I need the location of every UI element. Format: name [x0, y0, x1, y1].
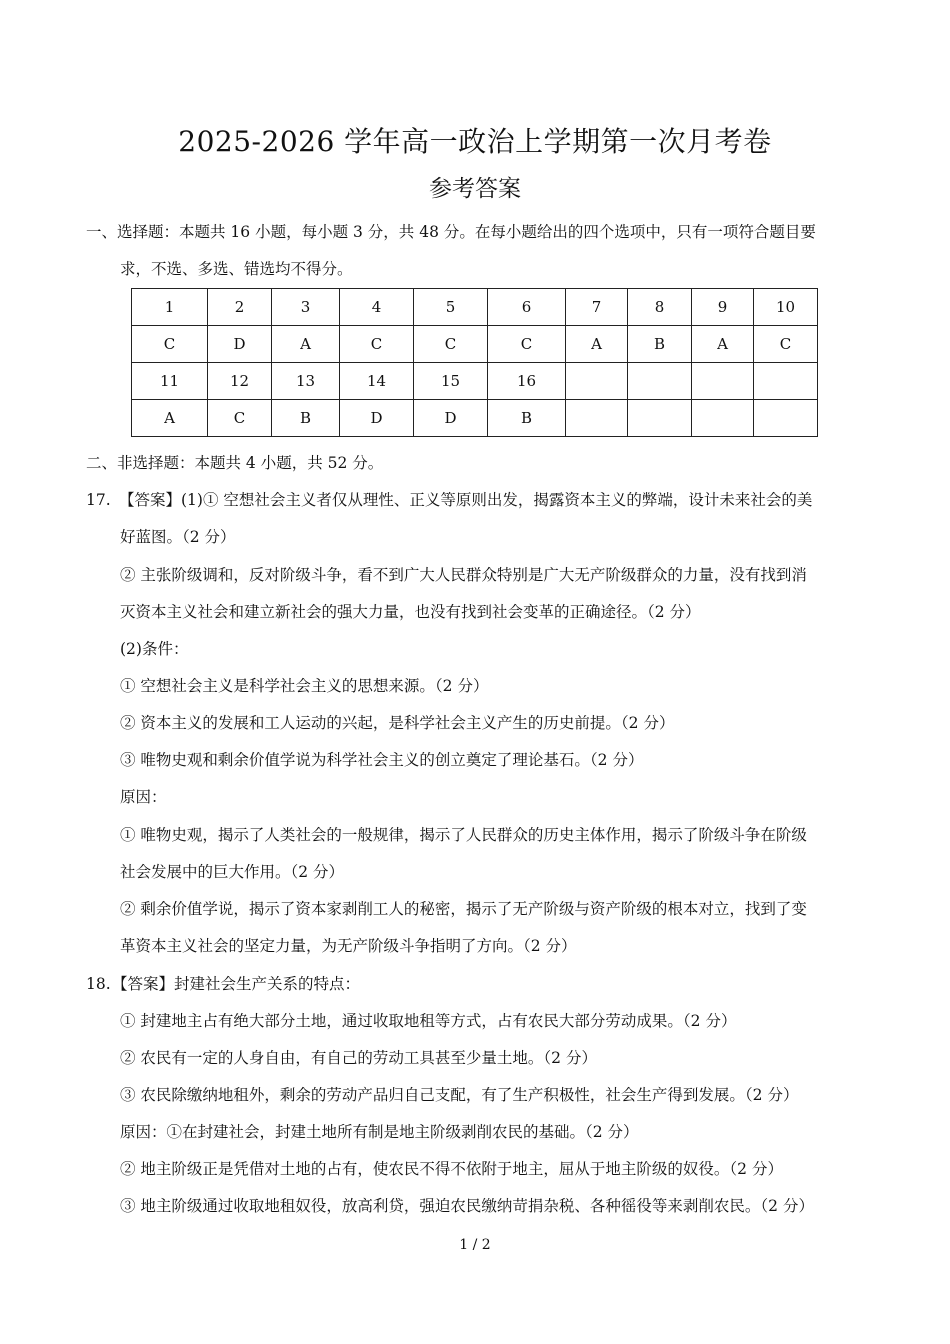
answer-table-row — [132, 400, 818, 437]
page-subtitle: 参考答案 — [429, 176, 521, 202]
q17-answer-line: 灭资本主义社会和建立新社会的强大力量，也没有找到社会变革的正确途径。（2 分） — [120, 603, 701, 621]
section1-instruction-line1: 一、选择题：本题共 16 小题，每小题 3 分，共 48 分。在每小题给出的四个选项中，只有一项符合题目要 — [86, 223, 816, 241]
answer-table-cell: 10 — [754, 289, 818, 326]
answer-table-cell: C — [754, 326, 818, 363]
answer-table-cell: 7 — [566, 289, 628, 326]
answer-table-cell: 6 — [488, 289, 566, 326]
q17-answer-line: 原因： — [120, 788, 167, 806]
answer-table-cell: 14 — [340, 363, 414, 400]
answer-table-cell: B — [272, 400, 340, 437]
q18-answer-line: 【答案】封建社会生产关系的特点： — [112, 975, 361, 993]
answer-table-cell: D — [414, 400, 488, 437]
answer-table-row — [132, 326, 818, 363]
q18-answer-line: 原因：①在封建社会，封建土地所有制是地主阶级剥削农民的基础。（2 分） — [120, 1123, 639, 1141]
answer-table-cell: 9 — [692, 289, 754, 326]
q17-answer-line: ① 空想社会主义是科学社会主义的思想来源。（2 分） — [120, 677, 489, 695]
answer-table-cell — [754, 363, 818, 400]
q18-answer-line: ① 封建地主占有绝大部分土地，通过收取地租等方式，占有农民大部分劳动成果。（2 分） — [120, 1012, 737, 1030]
q17-answer-line: ② 资本主义的发展和工人运动的兴起，是科学社会主义产生的历史前提。（2 分） — [120, 714, 675, 732]
answer-table-row — [132, 289, 818, 326]
q17-answer-line: 好蓝图。（2 分） — [120, 528, 236, 546]
answer-table-cell: A — [566, 326, 628, 363]
answer-table-cell: 4 — [340, 289, 414, 326]
answer-table-cell: C — [208, 400, 272, 437]
answer-table-cell: A — [272, 326, 340, 363]
answer-table-cell — [566, 400, 628, 437]
answer-table-cell: D — [208, 326, 272, 363]
q17-answer-line: ① 唯物史观，揭示了人类社会的一般规律，揭示了人民群众的历史主体作用，揭示了阶级斗争在阶级 — [120, 826, 807, 844]
question-18-number: 18. — [86, 975, 111, 993]
answer-table-cell: 16 — [488, 363, 566, 400]
answer-table-cell: 13 — [272, 363, 340, 400]
q18-answer-line: ③ 地主阶级通过收取地租奴役，放高利贷，强迫农民缴纳苛捐杂税、各种徭役等来剥削农民。（2 分） — [120, 1197, 814, 1215]
q18-answer-line: ② 农民有一定的人身自由，有自己的劳动工具甚至少量土地。（2 分） — [120, 1049, 597, 1067]
answer-table-cell — [692, 363, 754, 400]
q17-answer-line: (2)条件： — [120, 640, 189, 658]
question-17-number: 17. — [86, 491, 111, 509]
answer-table-cell: 11 — [132, 363, 208, 400]
answer-table — [131, 288, 818, 437]
section1-instruction-line2: 求，不选、多选、错选均不得分。 — [120, 260, 353, 278]
answer-table-cell — [754, 400, 818, 437]
answer-table-cell: 2 — [208, 289, 272, 326]
answer-table-cell: A — [132, 400, 208, 437]
answer-table-cell: A — [692, 326, 754, 363]
answer-table-cell: 8 — [628, 289, 692, 326]
page-title: 2025-2026 学年高一政治上学期第一次月考卷 — [178, 125, 772, 158]
answer-table-cell: 15 — [414, 363, 488, 400]
answer-table-cell: 3 — [272, 289, 340, 326]
answer-table-cell: B — [488, 400, 566, 437]
answer-table-cell: D — [340, 400, 414, 437]
answer-table-cell: C — [340, 326, 414, 363]
q17-answer-line: 社会发展中的巨大作用。（2 分） — [120, 863, 345, 881]
answer-table-cell: 1 — [132, 289, 208, 326]
answer-table-cell — [628, 400, 692, 437]
answer-table-cell: 12 — [208, 363, 272, 400]
q17-answer-line: 革资本主义社会的坚定力量，为无产阶级斗争指明了方向。（2 分） — [120, 937, 577, 955]
answer-table-cell: B — [628, 326, 692, 363]
answer-table-cell: C — [414, 326, 488, 363]
answer-table-cell: 5 — [414, 289, 488, 326]
q18-answer-line: ② 地主阶级正是凭借对土地的占有，使农民不得不依附于地主，屈从于地主阶级的奴役。（2 分） — [120, 1160, 783, 1178]
answer-table-cell — [692, 400, 754, 437]
answer-table-cell: C — [488, 326, 566, 363]
answer-table-row — [132, 363, 818, 400]
answer-table-cell: C — [132, 326, 208, 363]
q18-answer-line: ③ 农民除缴纳地租外，剩余的劳动产品归自己支配，有了生产积极性，社会生产得到发展。（2 分） — [120, 1086, 799, 1104]
q17-answer-line: 【答案】(1)① 空想社会主义者仅从理性、正义等原则出发，揭露资本主义的弊端，设计未来社会的美 — [119, 491, 813, 509]
section2-instruction: 二、非选择题：本题共 4 小题，共 52 分。 — [86, 454, 384, 472]
answer-table-cell — [566, 363, 628, 400]
answer-table-cell — [628, 363, 692, 400]
q17-answer-line: ③ 唯物史观和剩余价值学说为科学社会主义的创立奠定了理论基石。（2 分） — [120, 751, 644, 769]
q17-answer-line: ② 剩余价值学说，揭示了资本家剥削工人的秘密，揭示了无产阶级与资产阶级的根本对立，找到了变 — [120, 900, 807, 918]
page-number: 1 / 2 — [459, 1237, 491, 1253]
q17-answer-line: ② 主张阶级调和，反对阶级斗争，看不到广大人民群众特别是广大无产阶级群众的力量，没有找到消 — [120, 566, 807, 584]
